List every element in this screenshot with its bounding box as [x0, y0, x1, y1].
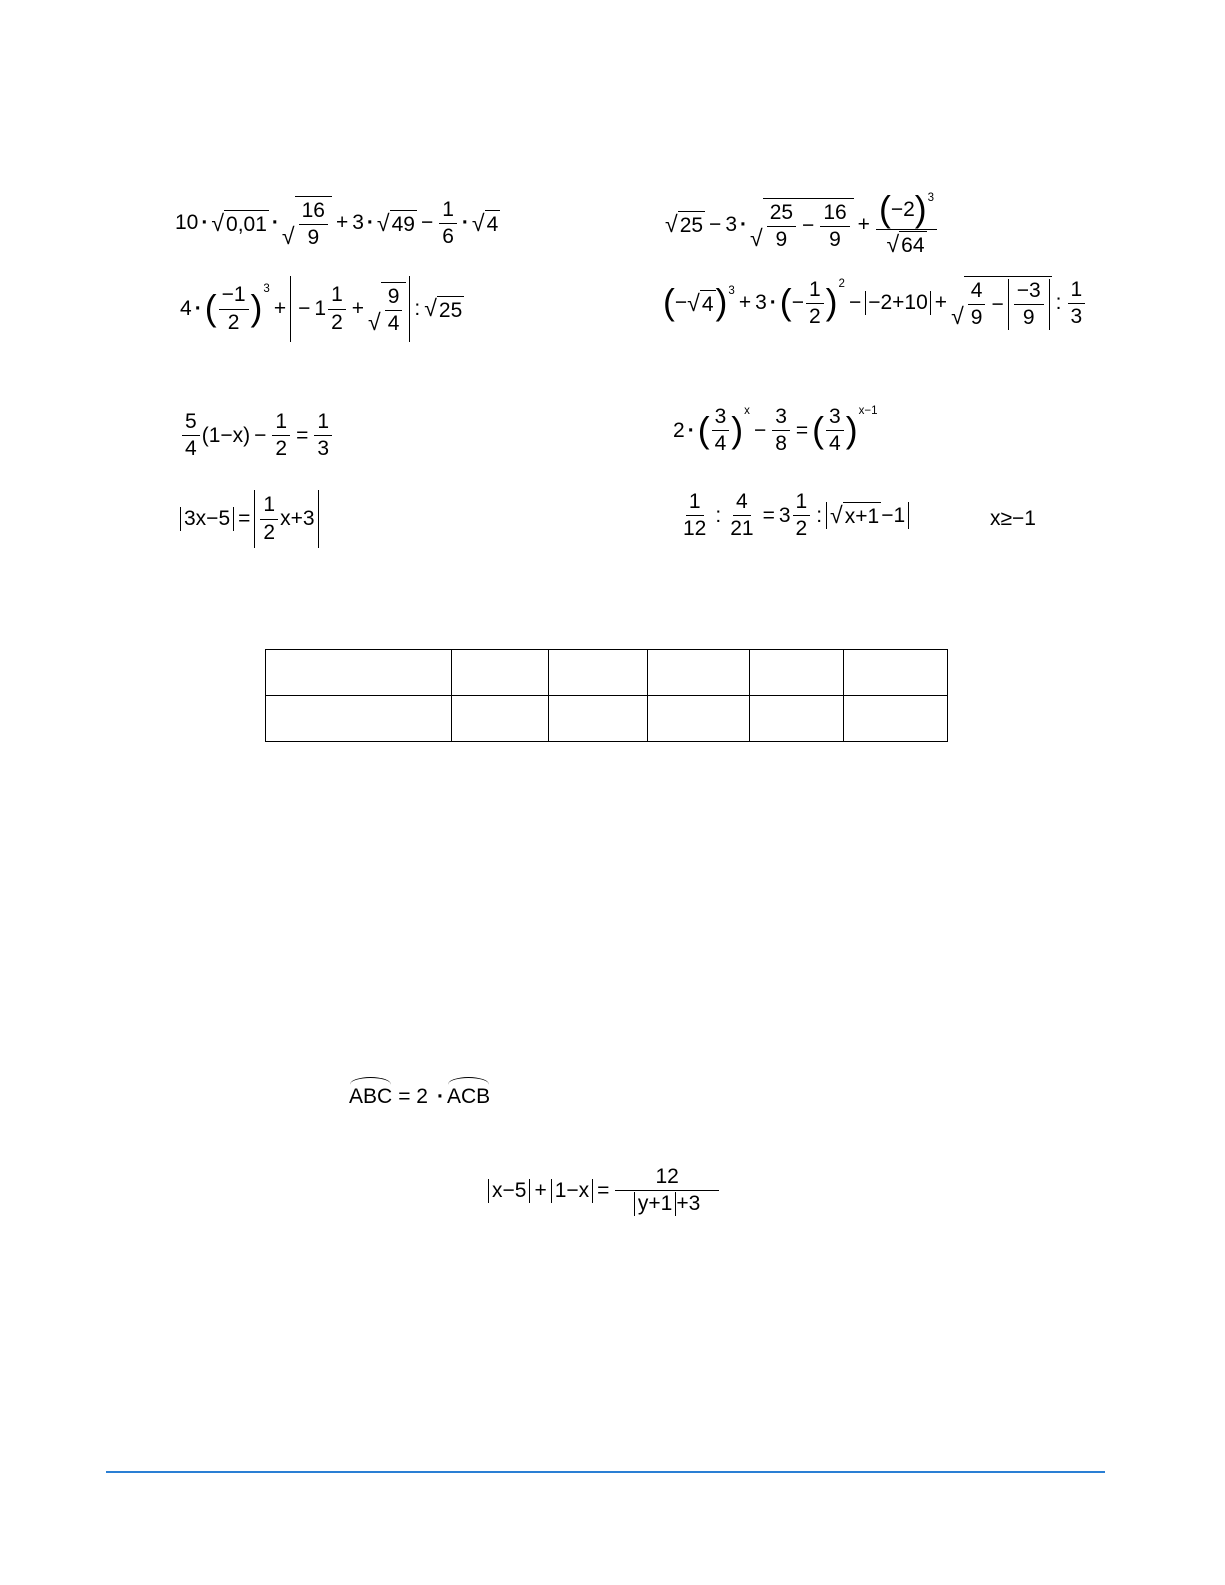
angle-abc: ABC: [349, 1085, 393, 1108]
table-row: [266, 696, 948, 742]
condition: x≥−1: [990, 507, 1036, 530]
angle-relation: ABC = 2 · ACB: [349, 1085, 491, 1108]
footer-rule: [106, 1471, 1105, 1473]
table-row: [266, 650, 948, 696]
expression-1: 10 · √ 0,01 · √ $\frac{16}{9}$ + 3 · √ 49 − $\frac{1}{6}$ · √ 4: [175, 197, 499, 250]
expression-2: √ 25 − 3 · √ $\frac{25}{9}$ − $\frac{16}{9}$ + ( −2 ) 3 √ 64: [665, 192, 939, 258]
equation-3: 3x−5 = $\frac{1}{2}$ x+3: [180, 490, 319, 548]
final-equation: x−5 + 1−x = 12 y+1 +3: [488, 1165, 721, 1216]
empty-table: [265, 649, 948, 742]
expression-3: 4 · ( $\frac{-1}{2}$ ) 3 + − 1 $\frac{1}{2}$ + √ $\frac{9}{4}$ : √ 25: [180, 276, 464, 342]
angle-acb: ACB: [446, 1085, 491, 1108]
equation-2: 2 · ( $\frac{3}{4}$ ) x − $\frac{3}{8}$ = ( $\frac{3}{4}$ ) x−1: [673, 405, 878, 456]
equation-1: $\frac{5}{4}$ ( 1−x ) − $\frac{1}{2}$ = $\frac{1}{3}$: [180, 410, 334, 461]
expression-4: ( − √ 4 ) 3 + 3 · ( − $\frac{1}{2}$ ) 2 − −2+10 + √ $\frac{4}{9}$ − $\frac{-3}{9}$ : $\frac{1}{3}$: [663, 276, 1087, 330]
equation-4: $\frac{1}{12}$ : $\frac{4}{21}$ = 3 $\frac{1}{2}$ : √ x+1 −1: [678, 490, 909, 541]
